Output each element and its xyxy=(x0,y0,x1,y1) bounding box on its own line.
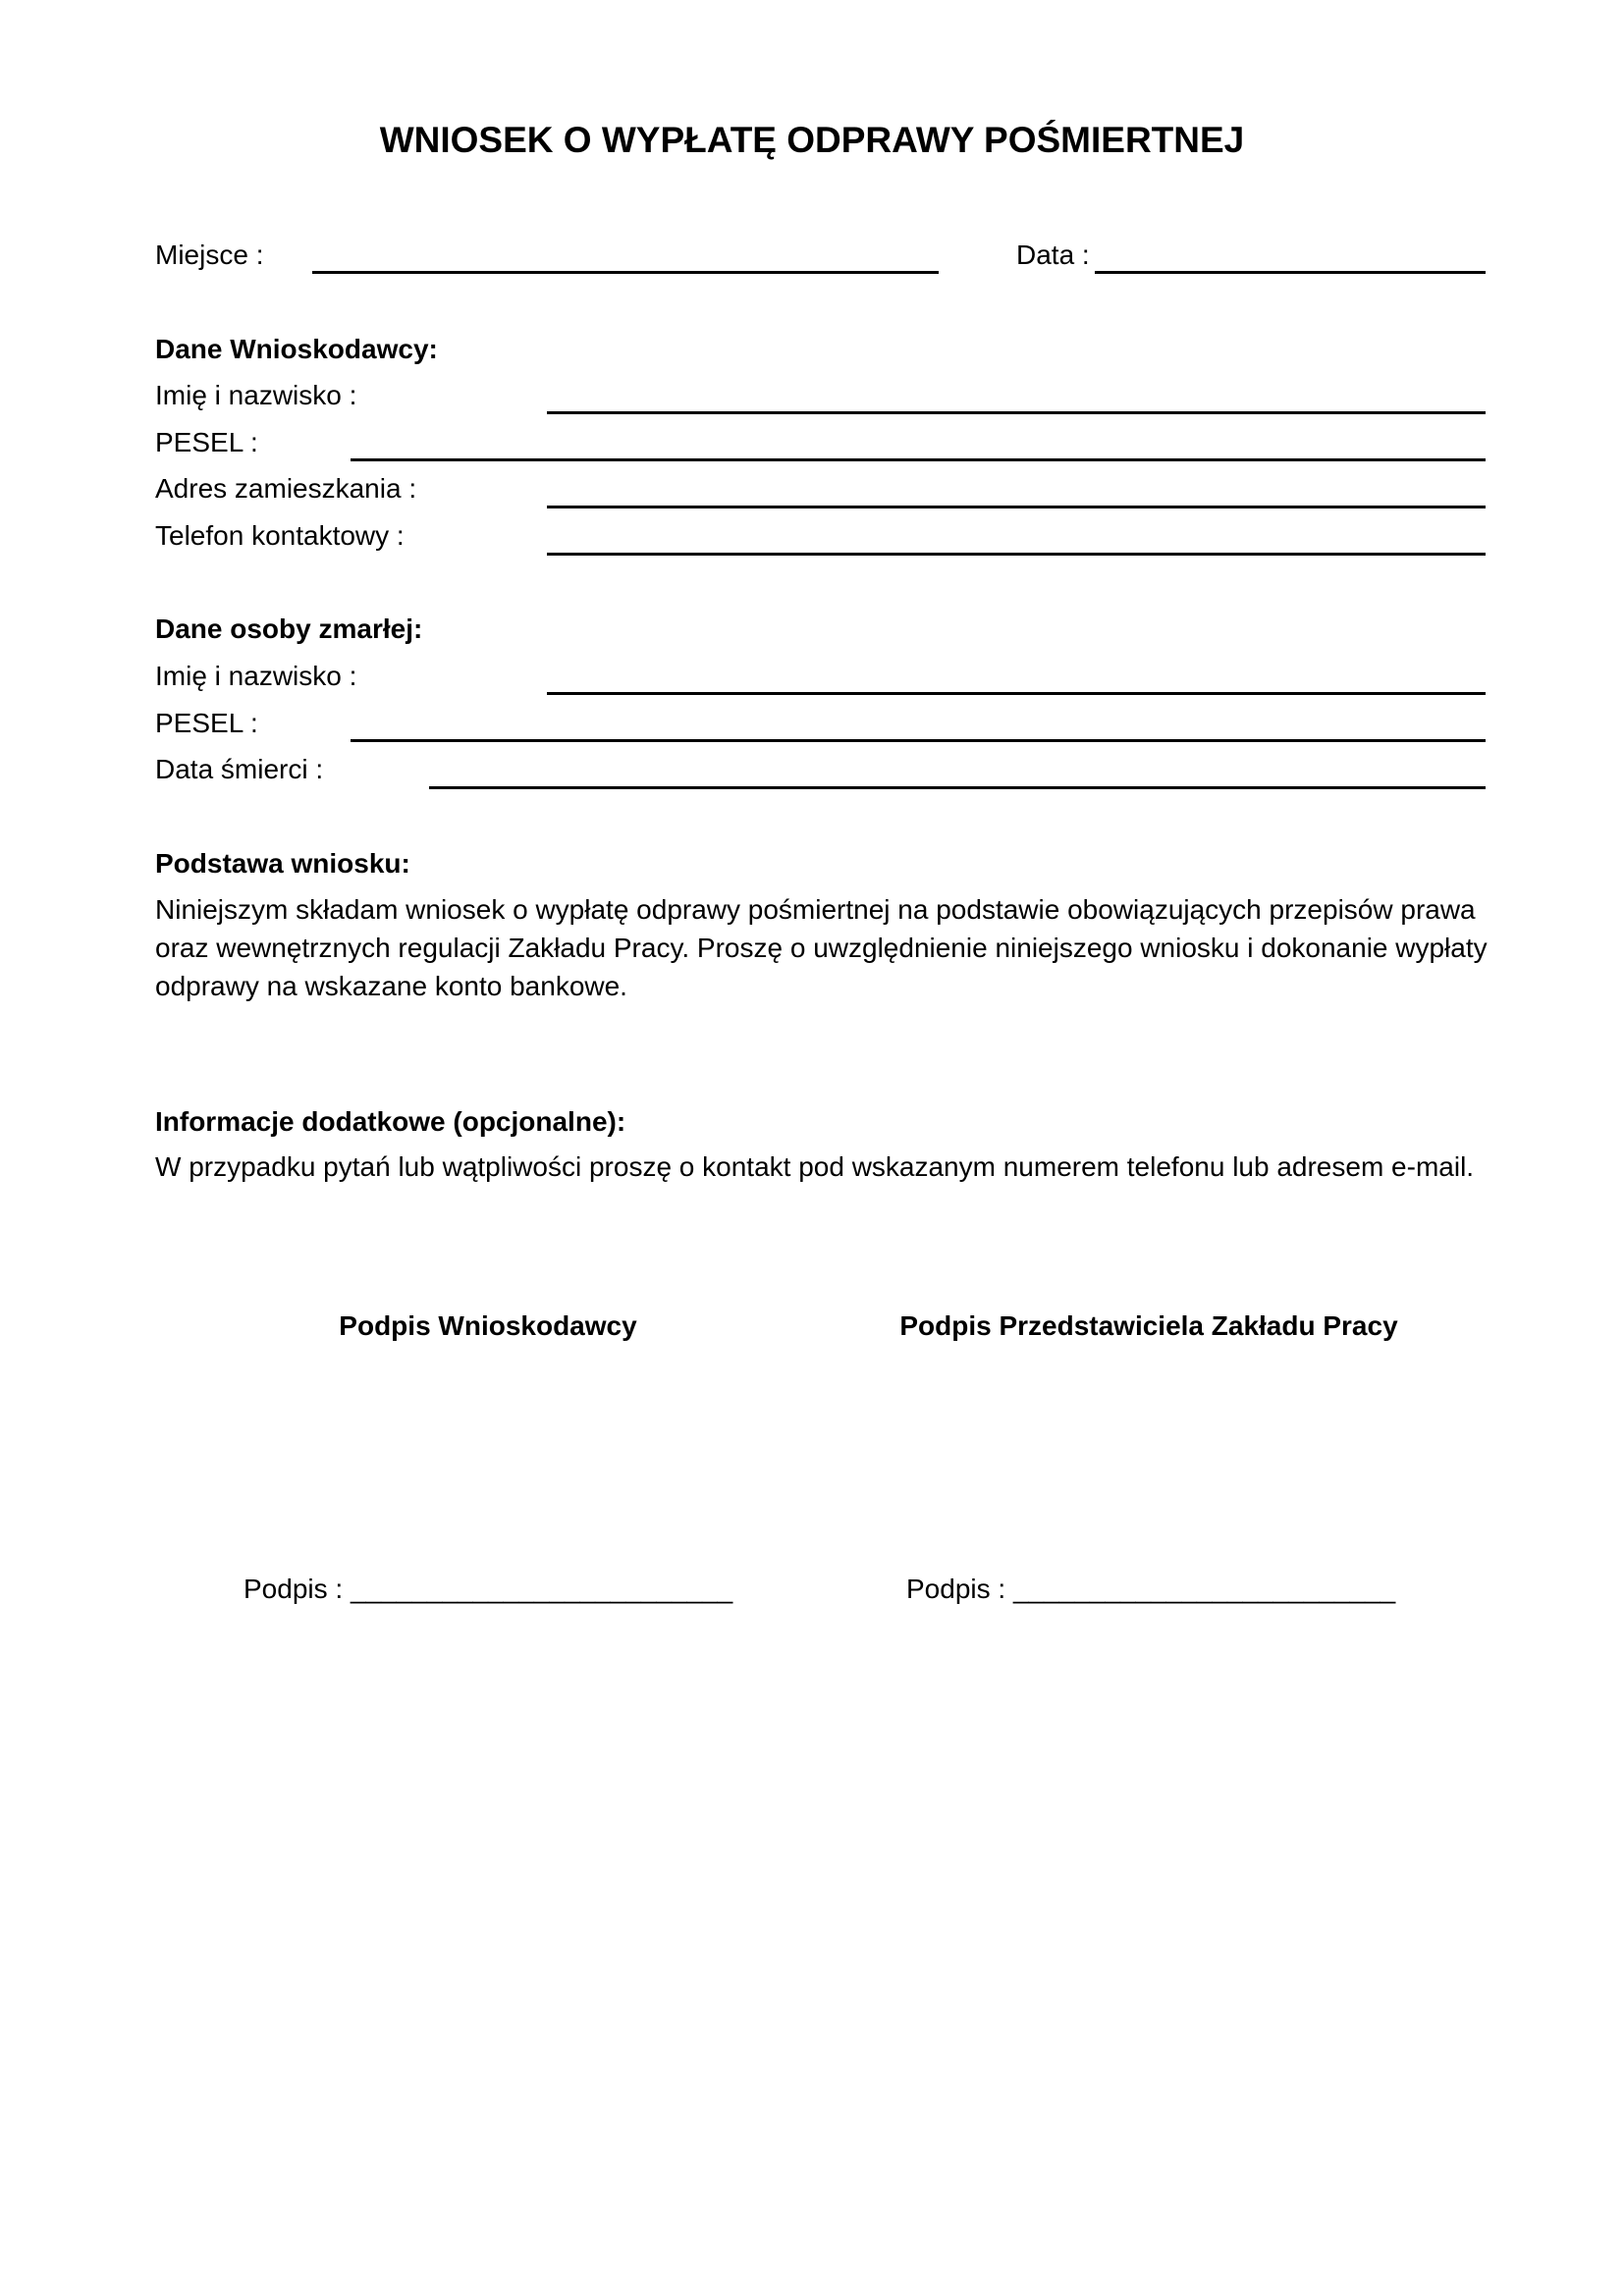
applicant-signature-field[interactable]: Podpis : _________________________ xyxy=(244,1574,733,1604)
applicant-pesel-label: PESEL : xyxy=(155,427,258,457)
deceased-heading: Dane osoby zmarłej: xyxy=(155,614,423,644)
deceased-name-field[interactable] xyxy=(547,692,1486,695)
additional-text: W przypadku pytań lub wątpliwości proszę o kontakt pod wskazanym numerem telefonu lub adresem e-mail. xyxy=(155,1151,1475,1182)
applicant-address-field[interactable] xyxy=(547,506,1486,508)
applicant-heading: Dane Wnioskodawcy: xyxy=(155,334,438,364)
applicant-signature-heading: Podpis Wnioskodawcy xyxy=(339,1310,637,1341)
employer-signature-field[interactable]: Podpis : _________________________ xyxy=(906,1574,1396,1604)
place-field[interactable] xyxy=(312,271,939,274)
date-label: Data : xyxy=(1016,240,1090,270)
applicant-pesel-field[interactable] xyxy=(351,458,1486,461)
basis-text: Niniejszym składam wniosek o wypłatę odprawy pośmiertnej na podstawie obowiązujących przepisów prawa oraz wewnętrznych regulacji Zakładu Pracy. Proszę o uwzględnienie niniejszego wniosku i dokonanie wypłaty odprawy na wskazane konto bankowe. xyxy=(155,894,1488,1001)
applicant-name-field[interactable] xyxy=(547,411,1486,414)
applicant-phone-field[interactable] xyxy=(547,553,1486,556)
place-label: Miejsce : xyxy=(155,240,264,270)
applicant-phone-label: Telefon kontaktowy : xyxy=(155,520,405,551)
applicant-name-label: Imię i nazwisko : xyxy=(155,380,357,410)
basis-heading: Podstawa wniosku: xyxy=(155,848,410,879)
deceased-name-label: Imię i nazwisko : xyxy=(155,661,357,691)
date-field[interactable] xyxy=(1095,271,1486,274)
additional-heading: Informacje dodatkowe (opcjonalne): xyxy=(155,1106,626,1137)
page-title: WNIOSEK O WYPŁATĘ ODPRAWY POŚMIERTNEJ xyxy=(379,120,1245,160)
deceased-death-date-field[interactable] xyxy=(429,786,1486,789)
deceased-pesel-field[interactable] xyxy=(351,739,1486,742)
deceased-death-date-label: Data śmierci : xyxy=(155,754,324,784)
employer-signature-heading: Podpis Przedstawiciela Zakładu Pracy xyxy=(899,1310,1398,1341)
applicant-address-label: Adres zamieszkania : xyxy=(155,473,417,504)
deceased-pesel-label: PESEL : xyxy=(155,708,258,738)
